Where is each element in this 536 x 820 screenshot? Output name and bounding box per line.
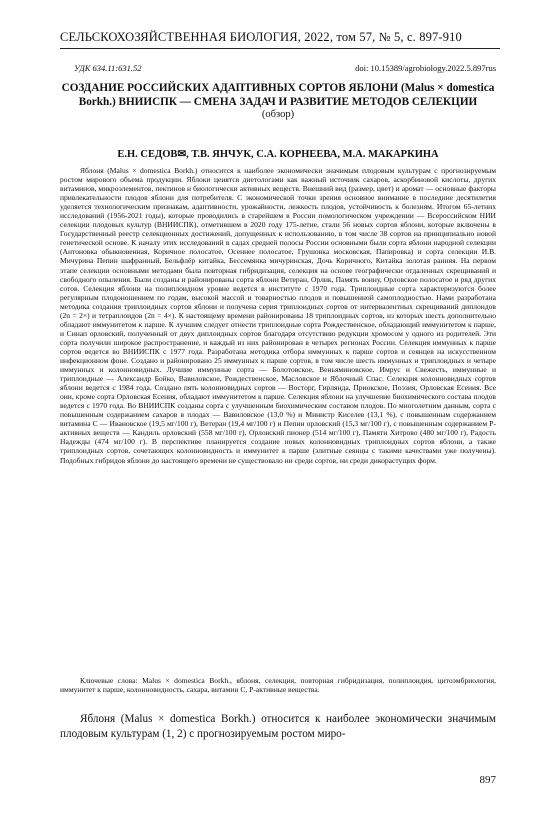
author-list: Е.Н. СЕДОВ✉, Т.В. ЯНЧУК, С.А. КОРНЕЕВА, М.А. МАКАРКИНА	[117, 149, 439, 160]
doi-link[interactable]: doi: 10.15389/agrobiology.2022.5.897rus	[355, 63, 496, 73]
article-title: СОЗДАНИЕ РОССИЙСКИХ АДАПТИВНЫХ СОРТОВ ЯБЛОНИ (Malus × domestica Borkh.) ВНИИСПК — СМЕНА ЗАДАЧ И РАЗВИТИЕ МЕТОДОВ СЕЛЕКЦИИ	[61, 82, 495, 108]
journal-header: СЕЛЬСКОХОЗЯЙСТВЕННАЯ БИОЛОГИЯ, 2022, том 57, № 5, с. 897-910	[60, 30, 500, 49]
body-paragraph: Яблоня (Malus × domestica Borkh.) относится к наиболее экономически значимым плодовым культурам (1, 2) с прогнозируемым ростом миро-	[60, 713, 496, 740]
udk-code: УДК 634.11:631.52	[74, 63, 142, 73]
page-number: 897	[479, 774, 496, 786]
title-block	[60, 82, 496, 121]
abstract: Яблоня (Malus × domestica Borkh.) относится к наиболее экономически значимым плодовым культурам с прогнозируемым ростом мирового объема продукции. Яблоки ценятся диетологами как важный источник сахаров, аскорбиновой кислоты, других витаминов, микроэлементов, пектинов и биологически активных веществ. Внешний вид (размер, цвет) и аромат — основные факторы привлекательности плодов яблони для потребителя. С экономической точки зрения основное внимание в последние десятилетия уделяется технологическим признакам, адаптивности, урожайности, лежкость плодов, устойчивость к болезням. Итогом 65-летних исследований (1956-2021 годы), которые проводились в старейшем в России помологическом учреждении — Всероссийском НИИ селекции плодовых культур (ВНИИСПК), отметившем в 2020 году 175-летие, стали 56 новых сортов яблони, которые включены в Государственный реестр селекционных достижений, допущенных к использованию, в том числе 38 сортов на принципиально новой генетической основе. К началу этих исследований в садах средней полосы России основными были сорта яблони народной селекции (Антоновка обыкновенная, Коричное полосатое, Осеннее полосатое, Грушовка московская, Папировка) и сорта селекции И.В. Мичурина Пепин шафранный, Бельфлёр китайка, Бессемянка мичуринская, Дочь Коричного, Китайка золотая ранняя. На первом этапе селекции основными методами была повторная гибридизация, селекция на основе географически отдаленных скрещиваний и свободного опыления. Были созданы и районированы сорта яблони Ветеран, Орлик, Память воину, Орловское полосатое и ряд других сотов. Селекция яблони на полиплоидном уровне ведется в институте с 1970 года. Триплоидные сорта характеризуются более регулярным плодоношением по годам, высокой массой и товарностью плодов и повышенной самоплодностью. Нами разработана методика создания триплоидных сортов яблони и получена серия триплоидных сортов от интервалентных скрещиваний диплоидов (2n = 2×) и тетраплоидов (2n = 4×). К настоящему времени районированы 18 триплоидных сортов, из которых шесть дополнительно обладают иммунитетом к парше. К лучшим следует отнести триплоидные сорта Рождественское, обладающий иммунитетом к парше, и Синап орловский, полученный от двух диплоидных сортов благодаря отсутствию редукции хромосом у одного из родителей. Эти сорта получили широкое распространение, и каждый из них районирован в четырех регионах России. Селекция иммунных к парше сортов ведется во ВНИИСПК с 1977 года. Разработана методика отбора иммунных к парше сортов и сеянцев на искусственном инфекционном фоне. Создано и районировано 25 иммунных к парше сортов, в том числе шесть иммунных и триплоидных и четыре иммунных и колонновидных. Лучшие иммунные сорта — Болотовское, Веньяминовское, Имрус и Свежесть, иммунные и триплоидные — Александр Бойко, Вавиловское, Рождественское, Масловское и Яблочный Спас. Селекция колонновидных сортов яблони ведется с 1984 года. Создано пять колонновидных сортов — Восторг, Гирлянда, Приокское, Поэзия, Орловская Есения. Все они, кроме сорта Орловская Есения, обладают иммунитетом к парше. Селекция яблони на улучшение биохимического состава плодов ведется с 1970 года. Во ВНИИСПК созданы сорта с улучшенным биохимическим составом плодов. По многолетним данным, сорта с повышенным содержанием сахаров в плодах — Вавиловское (13,0 %) и Министр Киселев (13,1 %), с повышенным содержанием витамина С — Ивановское (19,5 мг/100 г), Ветеран (19,4 мг/100 г) и Пепин орловский (15,3 мг/100 г), с повышенным содержанием Р-активных веществ — Кандиль орловский (558 мг/100 г), Орловский пионер (514 мг/100 г), Памяти Хитрово (480 мг/100 г), Радость Надежды (474 мг/100 г). В перспективе планируется создание новых колонновидных триплоидных сортов яблони, а также триплоидных сортов, сочетающих колонновидность и иммунитет к парше (элитные сеянцы с такими качествами уже получены). Подобных гибридов яблони до настоящего времени не существовало ни среди сортов, ни среди дикорастущих форм.	[60, 166, 496, 465]
keywords: Ключевые слова: Malus × domestica Borkh., яблоня, селекция, повторная гибридизация, полиплоидия, цитоэмбриология, иммунитет к парше, колонновидность, сахара, витамин С, Р-активные вещества.	[60, 676, 496, 695]
article-subtitle: (обзор)	[261, 109, 295, 120]
